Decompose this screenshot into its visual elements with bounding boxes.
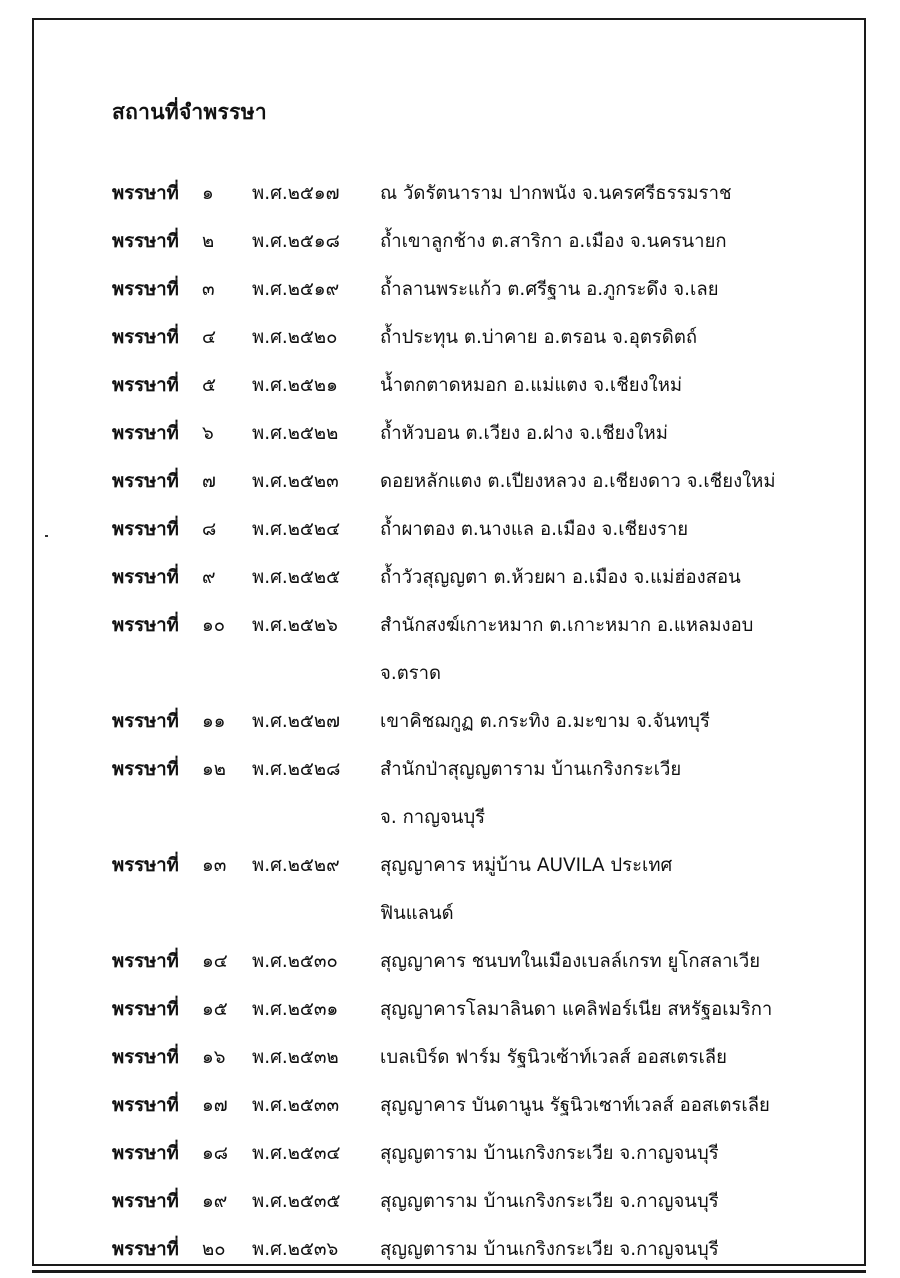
list-item [112, 410, 812, 458]
entry-place [380, 986, 812, 1034]
entry-number: ๑๐ [202, 615, 226, 636]
entry-label: พรรษาที่ [112, 1239, 179, 1260]
entry-label: พรรษาที่ [112, 231, 179, 252]
entry-year: พ.ศ.๒๕๒๒ [252, 423, 339, 444]
entry-number: ๖ [202, 423, 214, 444]
entry-number: ๒ [202, 231, 215, 252]
entry-number: ๑๗ [202, 1095, 228, 1116]
entry-place-text: สุญญาคาร บันดานูน รัฐนิวเซาท์เวลส์ ออสเตรเลีย [380, 1095, 770, 1116]
list-item [112, 1082, 812, 1130]
list-item [112, 506, 812, 554]
entry-number: ๑๔ [202, 951, 228, 972]
entry-place-text: สุญญาคาร ชนบทในเมืองเบลล์เกรท ยูโกสลาเวีย [380, 951, 761, 972]
entry-year: พ.ศ.๒๕๒๘ [252, 759, 341, 780]
entry-label: พรรษาที่ [112, 183, 179, 204]
list-item [112, 266, 812, 314]
entry-number: ๑ [202, 183, 214, 204]
list-item [112, 554, 812, 602]
entry-number: ๑๒ [202, 759, 226, 780]
entry-year: พ.ศ.๒๕๑๗ [252, 183, 340, 204]
entry-year: พ.ศ.๒๕๒๗ [252, 711, 341, 732]
entry-label: พรรษาที่ [112, 1047, 179, 1068]
entry-label: พรรษาที่ [112, 999, 179, 1020]
list-item [112, 314, 812, 362]
entry-place [380, 506, 812, 554]
page-title: สถานที่จำพรรษา [112, 100, 267, 124]
entry-place-text: เขาคิชฌกูฏ ต.กระทิง อ.มะขาม จ.จันทบุรี [380, 711, 710, 732]
entry-place-continuation: จ. กาญจนบุรี [380, 807, 486, 828]
entry-place-text: ถ้ำลานพระแก้ว ต.ศรีฐาน อ.ภูกระดึง จ.เลย [380, 279, 719, 300]
entry-number: ๑๓ [202, 855, 227, 876]
entry-label: พรรษาที่ [112, 951, 179, 972]
entry-place-text: ถ้ำเขาลูกช้าง ต.สาริกา อ.เมือง จ.นครนายก [380, 231, 727, 252]
list-item [112, 1034, 812, 1082]
entry-place-text: สุญญาคารโลมาลินดา แคลิฟอร์เนีย สหรัฐอเมริกา [380, 999, 773, 1020]
entry-number: ๑๖ [202, 1047, 226, 1068]
entry-year: พ.ศ.๒๕๑๘ [252, 231, 340, 252]
entry-place [380, 938, 812, 986]
entry-year: พ.ศ.๒๕๒๖ [252, 615, 338, 636]
list-item [112, 362, 812, 410]
entry-year: พ.ศ.๒๕๓๒ [252, 1047, 339, 1068]
entry-number: ๑๕ [202, 999, 228, 1020]
entry-year: พ.ศ.๒๕๒๓ [252, 471, 339, 492]
entry-number: ๗ [202, 471, 216, 492]
entry-place-text: ถ้ำผาตอง ต.นางแล อ.เมือง จ.เชียงราย [380, 519, 689, 540]
entry-year: พ.ศ.๒๕๒๑ [252, 375, 338, 396]
entry-place [380, 842, 812, 938]
entry-place-text: ณ วัดรัตนาราม ปากพนัง จ.นครศรีธรรมราช [380, 183, 732, 204]
entry-place-continuation: จ.ตราด [380, 663, 442, 684]
entry-number: ๒๐ [202, 1239, 226, 1260]
entry-place [380, 554, 812, 602]
entry-place-text: สุญญาคาร หมู่บ้าน AUVILA ประเทศ [380, 855, 673, 876]
list-item [112, 1130, 812, 1178]
entry-place [380, 410, 812, 458]
entry-place-continuation: ฟินแลนด์ [380, 903, 454, 924]
list-item [112, 170, 812, 218]
entry-label: พรรษาที่ [112, 759, 179, 780]
entry-label: พรรษาที่ [112, 375, 179, 396]
entry-place [380, 218, 812, 266]
entry-place [380, 1034, 812, 1082]
scan-speck [45, 535, 48, 537]
entry-year: พ.ศ.๒๕๑๙ [252, 279, 340, 300]
list-item [112, 938, 812, 986]
entry-label: พรรษาที่ [112, 1095, 179, 1116]
list-item [112, 218, 812, 266]
entry-label: พรรษาที่ [112, 711, 179, 732]
entry-year: พ.ศ.๒๕๓๑ [252, 999, 339, 1020]
list-item [112, 1178, 812, 1226]
entry-label: พรรษาที่ [112, 423, 179, 444]
entry-label: พรรษาที่ [112, 567, 179, 588]
entry-number: ๑๙ [202, 1191, 228, 1212]
list-item [112, 458, 812, 506]
entry-place-text: เบลเบิร์ด ฟาร์ม รัฐนิวเซ้าท์เวลส์ ออสเตรเลีย [380, 1047, 727, 1068]
list-item [112, 986, 812, 1034]
entry-place [380, 1226, 812, 1274]
entry-label: พรรษาที่ [112, 471, 179, 492]
entry-year: พ.ศ.๒๕๓๔ [252, 1143, 341, 1164]
entry-year: พ.ศ.๒๕๓๐ [252, 951, 338, 972]
list-item [112, 1226, 812, 1274]
entry-year: พ.ศ.๒๕๒๕ [252, 567, 341, 588]
list-item [112, 698, 812, 746]
entry-place [380, 314, 812, 362]
entry-place [380, 602, 812, 698]
entry-year: พ.ศ.๒๕๒๐ [252, 327, 338, 348]
entry-number: ๘ [202, 519, 217, 540]
entry-year: พ.ศ.๒๕๓๓ [252, 1095, 340, 1116]
entry-label: พรรษาที่ [112, 1191, 179, 1212]
entry-place-text: สุญญตาราม บ้านเกริงกระเวีย จ.กาญจนบุรี [380, 1143, 719, 1164]
entry-place [380, 1178, 812, 1226]
entry-place [380, 1082, 812, 1130]
list-item [112, 746, 812, 842]
entry-year: พ.ศ.๒๕๓๖ [252, 1239, 339, 1260]
entry-place [380, 362, 812, 410]
entry-place [380, 458, 812, 506]
entry-number: ๙ [202, 567, 216, 588]
entry-place-text: ถ้ำวัวสุญญตา ต.ห้วยผา อ.เมือง จ.แม่ฮ่องสอน [380, 567, 741, 588]
retreat-list [112, 170, 812, 1274]
entry-year: พ.ศ.๒๕๒๙ [252, 855, 340, 876]
entry-number: ๑๘ [202, 1143, 229, 1164]
entry-number: ๔ [202, 327, 217, 348]
entry-place-text: ถ้ำประทุน ต.บ่าคาย อ.ตรอน จ.อุตรดิตถ์ [380, 327, 698, 348]
entry-place-text: ถ้ำหัวบอน ต.เวียง อ.ฝาง จ.เชียงใหม่ [380, 423, 668, 444]
entry-place [380, 1130, 812, 1178]
list-item [112, 602, 812, 698]
entry-year: พ.ศ.๒๕๒๔ [252, 519, 341, 540]
entry-place-text: สำนักป่าสุญญตาราม บ้านเกริงกระเวีย [380, 759, 682, 780]
entry-number: ๑๑ [202, 711, 226, 732]
entry-place-text: ดอยหลักแตง ต.เปียงหลวง อ.เชียงดาว จ.เชียงใหม่ [380, 471, 776, 492]
entry-label: พรรษาที่ [112, 855, 179, 876]
entry-label: พรรษาที่ [112, 615, 179, 636]
entry-year: พ.ศ.๒๕๓๕ [252, 1191, 341, 1212]
entry-place-text: น้ำตกตาดหมอก อ.แม่แตง จ.เชียงใหม่ [380, 375, 683, 396]
entry-label: พรรษาที่ [112, 519, 179, 540]
entry-label: พรรษาที่ [112, 279, 179, 300]
entry-place [380, 746, 812, 842]
list-item [112, 842, 812, 938]
entry-place-text: สุญญตาราม บ้านเกริงกระเวีย จ.กาญจนบุรี [380, 1239, 719, 1260]
entry-number: ๓ [202, 279, 215, 300]
entry-place [380, 698, 812, 746]
entry-label: พรรษาที่ [112, 1143, 179, 1164]
entry-place-text: สุญญตาราม บ้านเกริงกระเวีย จ.กาญจนบุรี [380, 1191, 719, 1212]
entry-label: พรรษาที่ [112, 327, 179, 348]
entry-place [380, 266, 812, 314]
entry-place-text: สำนักสงฆ์เกาะหมาก ต.เกาะหมาก อ.แหลมงอบ [380, 615, 754, 636]
entry-number: ๕ [202, 375, 217, 396]
entry-place [380, 170, 812, 218]
